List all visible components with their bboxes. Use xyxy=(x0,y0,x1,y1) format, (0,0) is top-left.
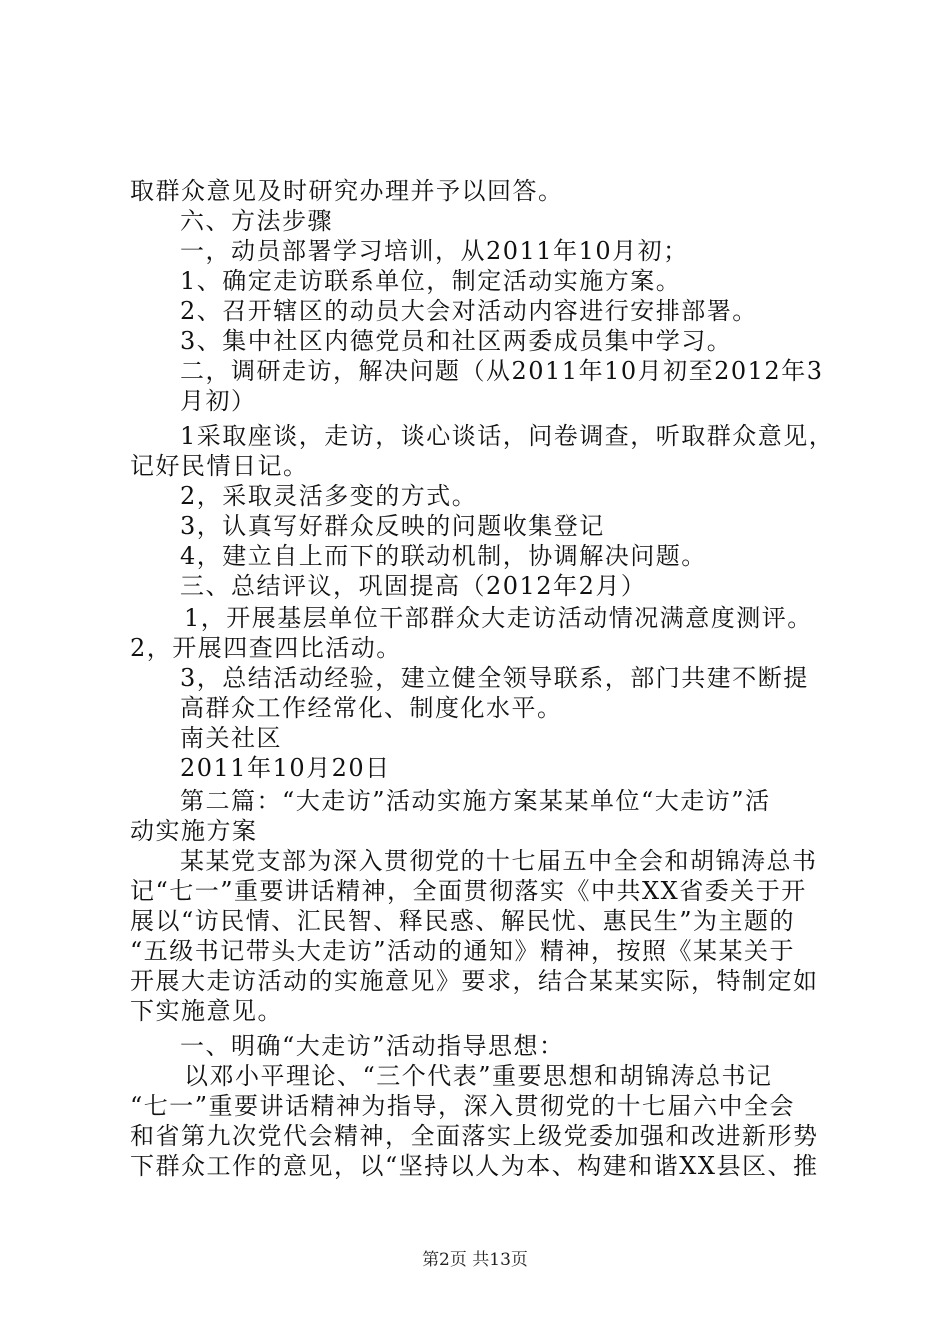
text-line: 2，采取灵活多变的方式。 xyxy=(180,482,478,510)
section-heading: 一、明确“大走访”活动指导思想： xyxy=(180,1032,565,1060)
section-heading: 六、方法步骤 xyxy=(180,207,333,235)
text-line: 开展大走访活动的实施意见》要求，结合某某实际，特制定如 xyxy=(130,967,819,995)
section-heading: 三、总结评议，巩固提高（2012年2月） xyxy=(180,572,647,600)
text-line: 一，动员部署学习培训，从2011年10月初； xyxy=(180,237,689,265)
chapter-heading: 第二篇：“大走访”活动实施方案某某单位“大走访”活 xyxy=(180,787,771,815)
page-number-footer: 第2页 共13页 xyxy=(422,1250,528,1270)
text-line: 4，建立自上而下的联动机制，协调解决问题。 xyxy=(180,542,707,570)
text-line: 3，总结活动经验，建立健全领导联系，部门共建不断提 xyxy=(180,664,809,692)
text-line: “五级书记带头大走访”活动的通知》精神，按照《某某关于 xyxy=(130,937,796,965)
text-line: 月初） xyxy=(180,387,257,415)
text-line: 1、确定走访联系单位，制定活动实施方案。 xyxy=(180,267,682,295)
signature-date: 2011年10月20日 xyxy=(180,754,391,782)
text-line: 记好民情日记。 xyxy=(130,452,309,480)
text-line: 某某党支部为深入贯彻党的十七届五中全会和胡锦涛总书 xyxy=(180,847,818,875)
text-line: 2，开展四查四比活动。 xyxy=(130,634,402,662)
text-line: 3、集中社区内德党员和社区两委成员集中学习。 xyxy=(180,327,733,355)
text-line: “七一”重要讲话精神为指导，深入贯彻党的十七届六中全会 xyxy=(130,1092,796,1120)
text-line: 1，开展基层单位干部群众大走访活动情况满意度测评。 xyxy=(184,604,813,632)
text-line: 高群众工作经常化、制度化水平。 xyxy=(180,694,563,722)
text-line: 2、召开辖区的动员大会对活动内容进行安排部署。 xyxy=(180,297,758,325)
text-line: 3，认真写好群众反映的问题收集登记 xyxy=(180,512,605,540)
text-line: 二，调研走访，解决问题（从2011年10月初至2012年3 xyxy=(180,357,824,385)
text-line: 取群众意见及时研究办理并予以回答。 xyxy=(130,177,564,205)
signature-org: 南关社区 xyxy=(180,724,282,752)
text-line: 记“七一”重要讲话精神，全面贯彻落实《中共XX省委关于开 xyxy=(130,877,807,905)
text-line: 展以“访民情、汇民智、释民惑、解民忧、惠民生”为主题的 xyxy=(130,907,796,935)
text-line: 和省第九次党代会精神，全面落实上级党委加强和改进新形势 xyxy=(130,1122,819,1150)
text-line: 下群众工作的意见，以“坚持以人为本、构建和谐XX县区、推 xyxy=(130,1152,819,1180)
chapter-heading: 动实施方案 xyxy=(130,817,258,845)
text-line: 下实施意见。 xyxy=(130,997,283,1025)
text-line: 以邓小平理论、“三个代表”重要思想和胡锦涛总书记 xyxy=(184,1062,773,1090)
text-line: 1采取座谈，走访，谈心谈话，问卷调查，听取群众意见， xyxy=(180,422,835,450)
